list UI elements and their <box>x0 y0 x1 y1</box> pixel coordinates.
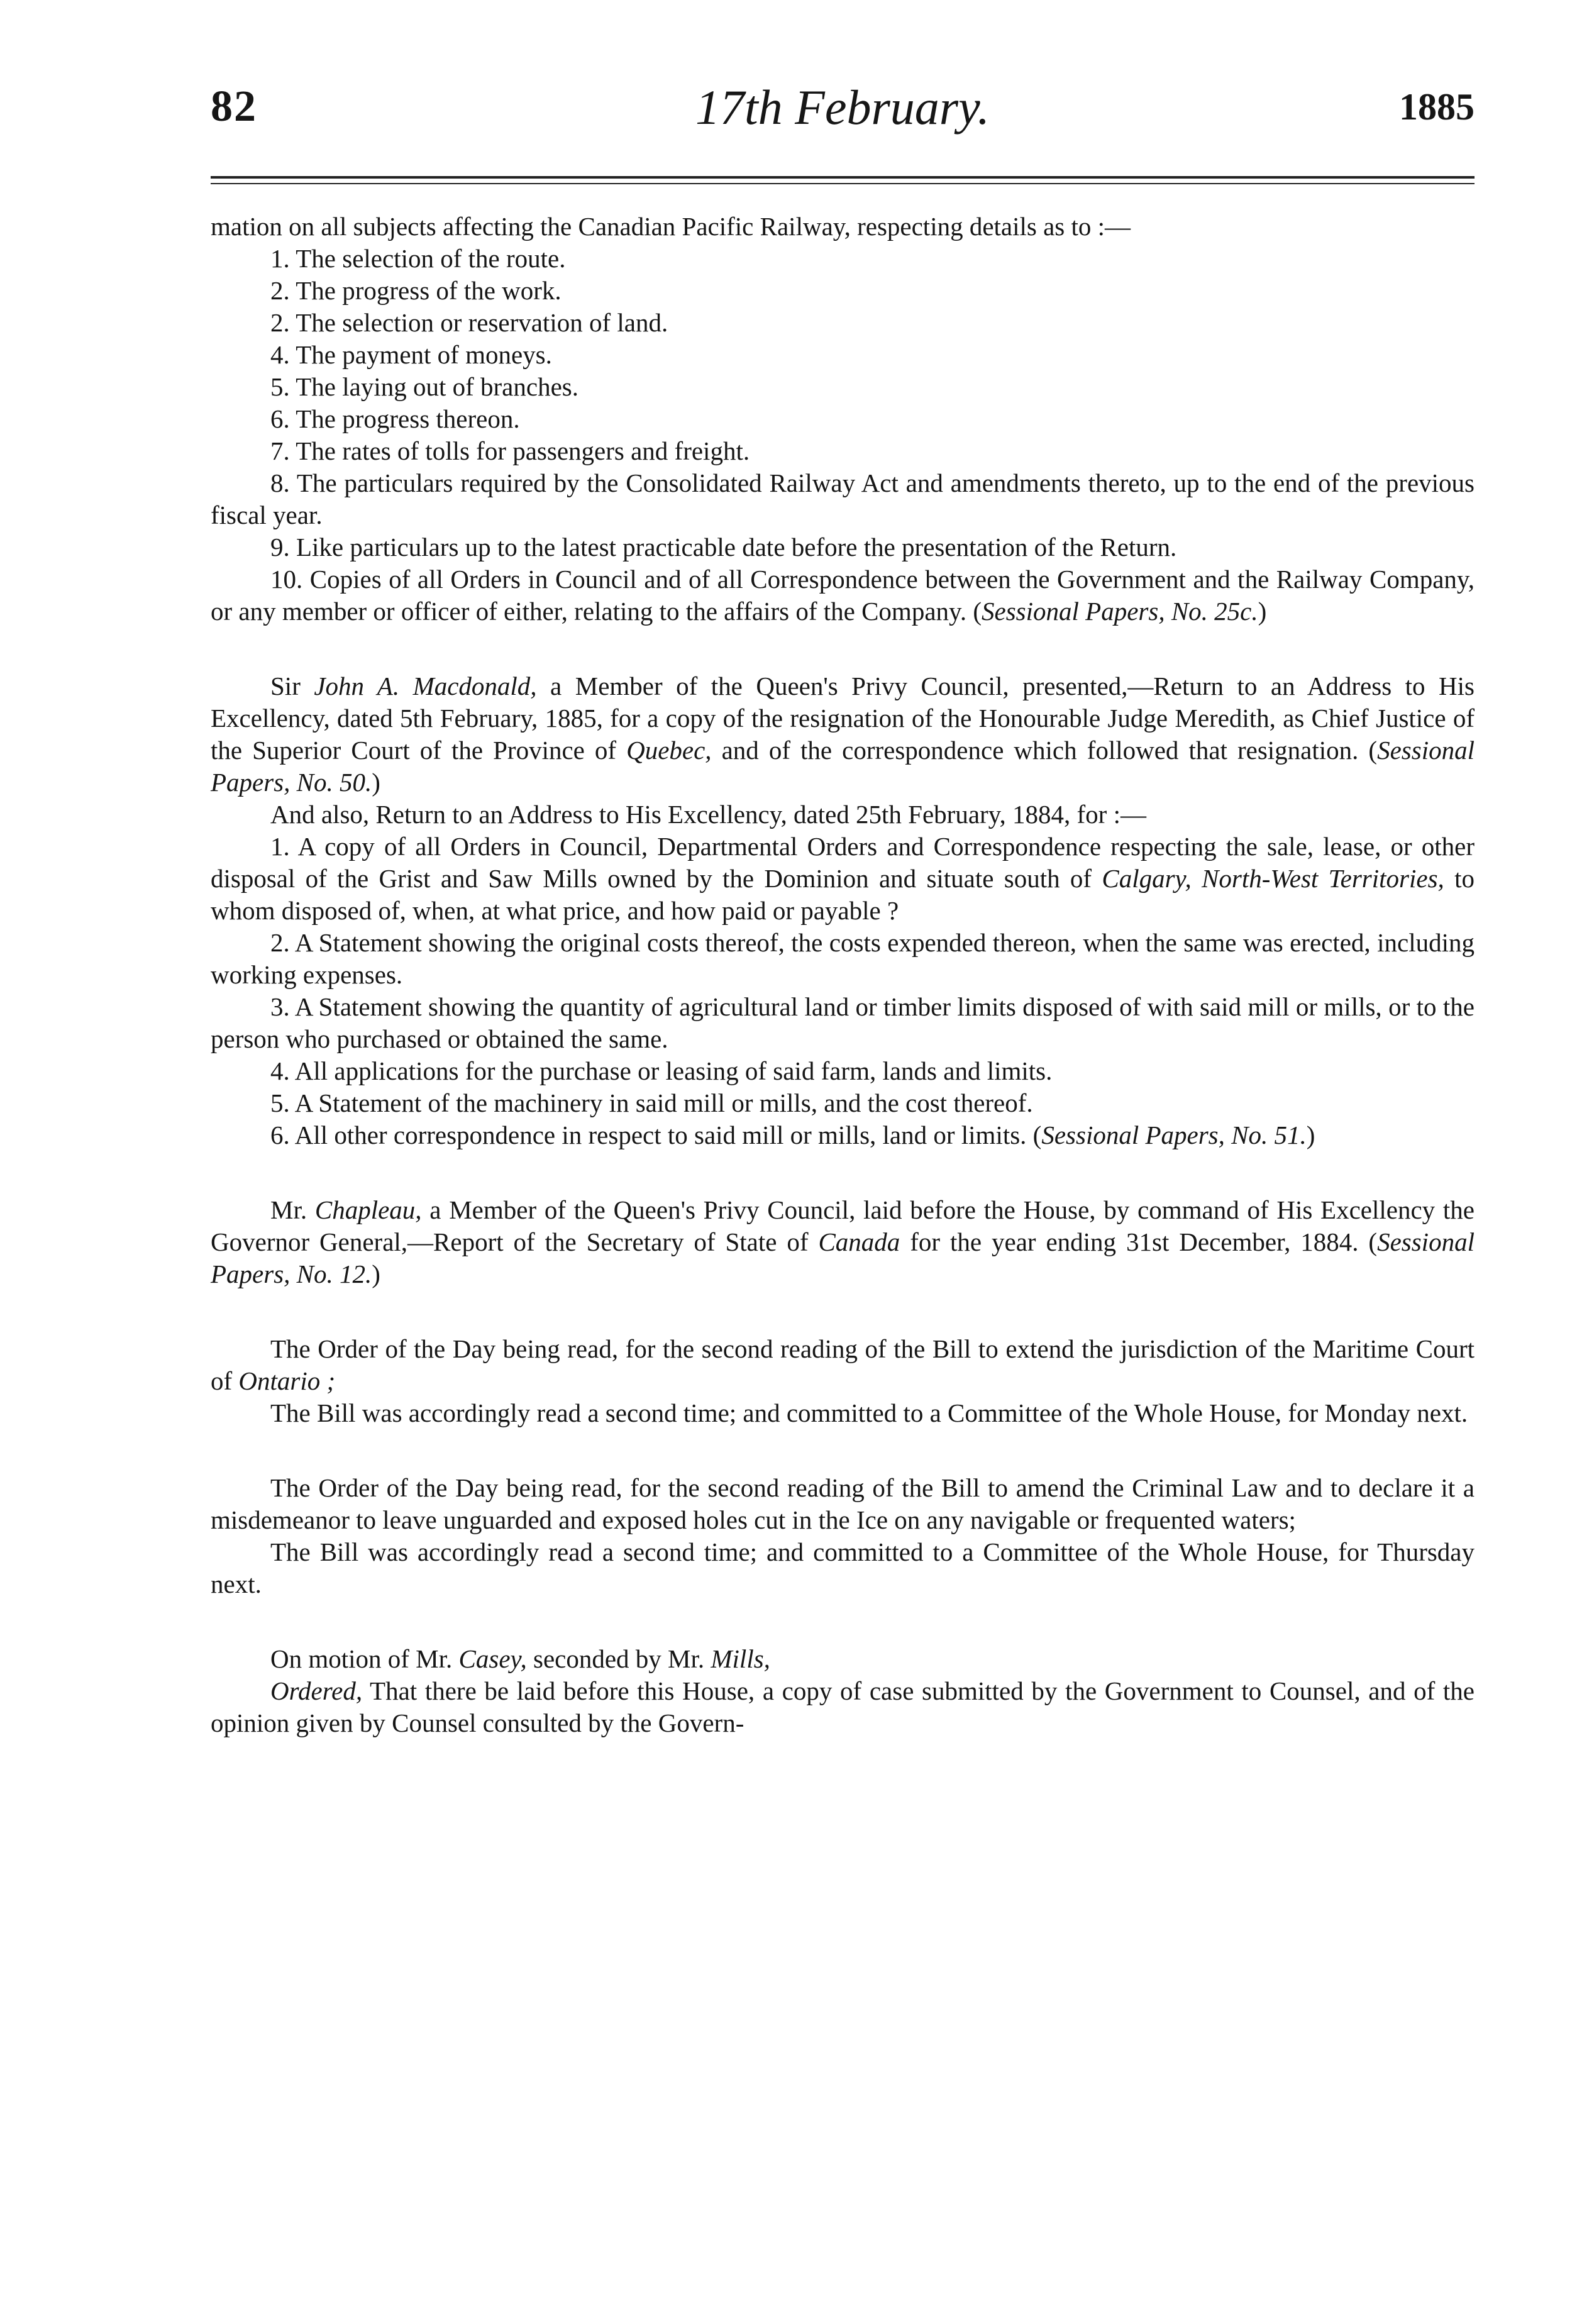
member-name: Casey, <box>458 1644 527 1673</box>
page-year: 1885 <box>1399 86 1475 128</box>
page-number: 82 <box>211 82 257 131</box>
maritime-court-bill-section <box>211 1333 1475 1429</box>
paragraph: Ordered, That there be laid before this House, a copy of case submitted by the Government to Counsel, and of the opinion given by Counsel consulted by the Govern- <box>211 1676 1475 1737</box>
list-item: 2. A Statement showing the original costs thereof, the costs expended thereon, when the same was erected, including working expenses. <box>211 928 1475 989</box>
chapleau-report-section <box>211 1194 1475 1290</box>
macdonald-return-section <box>211 670 1475 1151</box>
sessional-paper-ref: Sessional Papers, No. 51. <box>1041 1120 1307 1149</box>
list-item: 10. Copies of all Orders in Council and of all Correspondence between the Government and the Railway Company, or any member or officer of either, relating to the affairs of the Company. (Sessional Papers, No. 25c.) <box>211 565 1475 626</box>
list-item: 1. The selection of the route. <box>270 244 566 273</box>
page-body <box>211 211 1475 1739</box>
paragraph: The Bill was accordingly read a second time; and committed to a Committee of the Whole House, for Monday next. <box>270 1398 1468 1427</box>
mills-return-list <box>211 831 1475 1151</box>
paragraph: The Order of the Day being read, for the second reading of the Bill to extend the jurisdiction of the Maritime Court of Ontario ; <box>211 1334 1475 1395</box>
paragraph: Mr. Chapleau, a Member of the Queen's Privy Council, laid before the House, by command of His Excellency the Governor General,—Report of the Secretary of State of Canada for the year ending 31st December, 1884. (Sessional Papers, No. 12.) <box>211 1195 1475 1288</box>
sessional-paper-ref: Sessional Papers, No. 12. <box>211 1227 1475 1288</box>
list-item: 6. All other correspondence in respect to said mill or mills, land or limits. (Sessional Papers, No. 51.) <box>270 1120 1315 1149</box>
list-item: 4. The payment of moneys. <box>270 340 552 369</box>
criminal-law-bill-section <box>211 1472 1475 1600</box>
list-item: 2. The progress of the work. <box>270 276 562 305</box>
list-item: 7. The rates of tolls for passengers and freight. <box>270 436 750 465</box>
page-header <box>211 82 1475 151</box>
list-item: 6. The progress thereon. <box>270 404 520 433</box>
sessional-paper-ref: Sessional Papers, No. 25c. <box>982 597 1258 626</box>
paragraph: On motion of Mr. Casey, seconded by Mr. Mills, <box>270 1644 770 1673</box>
paragraph: And also, Return to an Address to His Excellency, dated 25th February, 1884, for :— <box>270 800 1146 829</box>
place-name: Calgary, North-West Territories, <box>1102 864 1444 893</box>
paragraph: mation on all subjects affecting the Canadian Pacific Railway, respecting details as to :— <box>211 212 1131 241</box>
cpr-details-list <box>211 243 1475 628</box>
member-name: John A. Macdonald, <box>314 672 537 700</box>
list-item: 8. The particulars required by the Consolidated Railway Act and amendments thereto, up to the end of the previous fiscal year. <box>211 468 1475 529</box>
cpr-return-section <box>211 211 1475 628</box>
paragraph: Sir John A. Macdonald, a Member of the Queen's Privy Council, presented,—Return to an Address to His Excellency, dated 5th February, 1885, for a copy of the resignation of the Honourable Judge Meredith, as Chief Justice of the Superior Court of the Province of Quebec, and of the correspondence which followed that resignation. (Sessional Papers, No. 50.) <box>211 672 1475 797</box>
page-date-title: 17th February. <box>695 80 990 135</box>
place-name: Quebec, <box>626 736 712 765</box>
ordered-label: Ordered, <box>270 1676 363 1705</box>
list-item: 3. A Statement showing the quantity of agricultural land or timber limits disposed of with said mill or mills, or to the person who purchased or obtained the same. <box>211 992 1475 1053</box>
place-name: Ontario ; <box>238 1366 336 1395</box>
member-name: Mills, <box>711 1644 770 1673</box>
list-item: 5. A Statement of the machinery in said mill or mills, and the cost thereof. <box>270 1088 1033 1117</box>
list-item: 1. A copy of all Orders in Council, Departmental Orders and Correspondence respecting the sale, lease, or other disposal of the Grist and Saw Mills owned by the Dominion and situate south of Calgary, North-West Territories, to whom disposed of, when, at what price, and how paid or payable ? <box>211 832 1475 925</box>
place-name: Canada <box>818 1227 900 1256</box>
sessional-paper-ref: Sessional Papers, No. 50. <box>211 736 1475 797</box>
list-item: 4. All applications for the purchase or leasing of said farm, lands and limits. <box>270 1056 1053 1085</box>
casey-motion-section <box>211 1643 1475 1739</box>
member-name: Chapleau, <box>314 1195 422 1224</box>
header-double-rule <box>211 176 1475 184</box>
item-text: 10. Copies of all Orders in Council and of all Correspondence between the Government and the Railway Company, or any member or officer of either, relating to the affairs of the Company. ( <box>211 565 1475 626</box>
list-item: 5. The laying out of branches. <box>270 372 578 401</box>
list-item: 2. The selection or reservation of land. <box>270 308 668 337</box>
list-item: 9. Like particulars up to the latest practicable date before the presentation of the Return. <box>270 533 1177 562</box>
document-page <box>211 82 1475 1739</box>
paragraph: The Bill was accordingly read a second time; and committed to a Committee of the Whole House, for Thursday next. <box>211 1537 1475 1598</box>
paragraph: The Order of the Day being read, for the second reading of the Bill to amend the Criminal Law and to declare it a misdemeanor to leave unguarded and exposed holes cut in the Ice on any navigable or frequented waters; <box>211 1473 1475 1534</box>
